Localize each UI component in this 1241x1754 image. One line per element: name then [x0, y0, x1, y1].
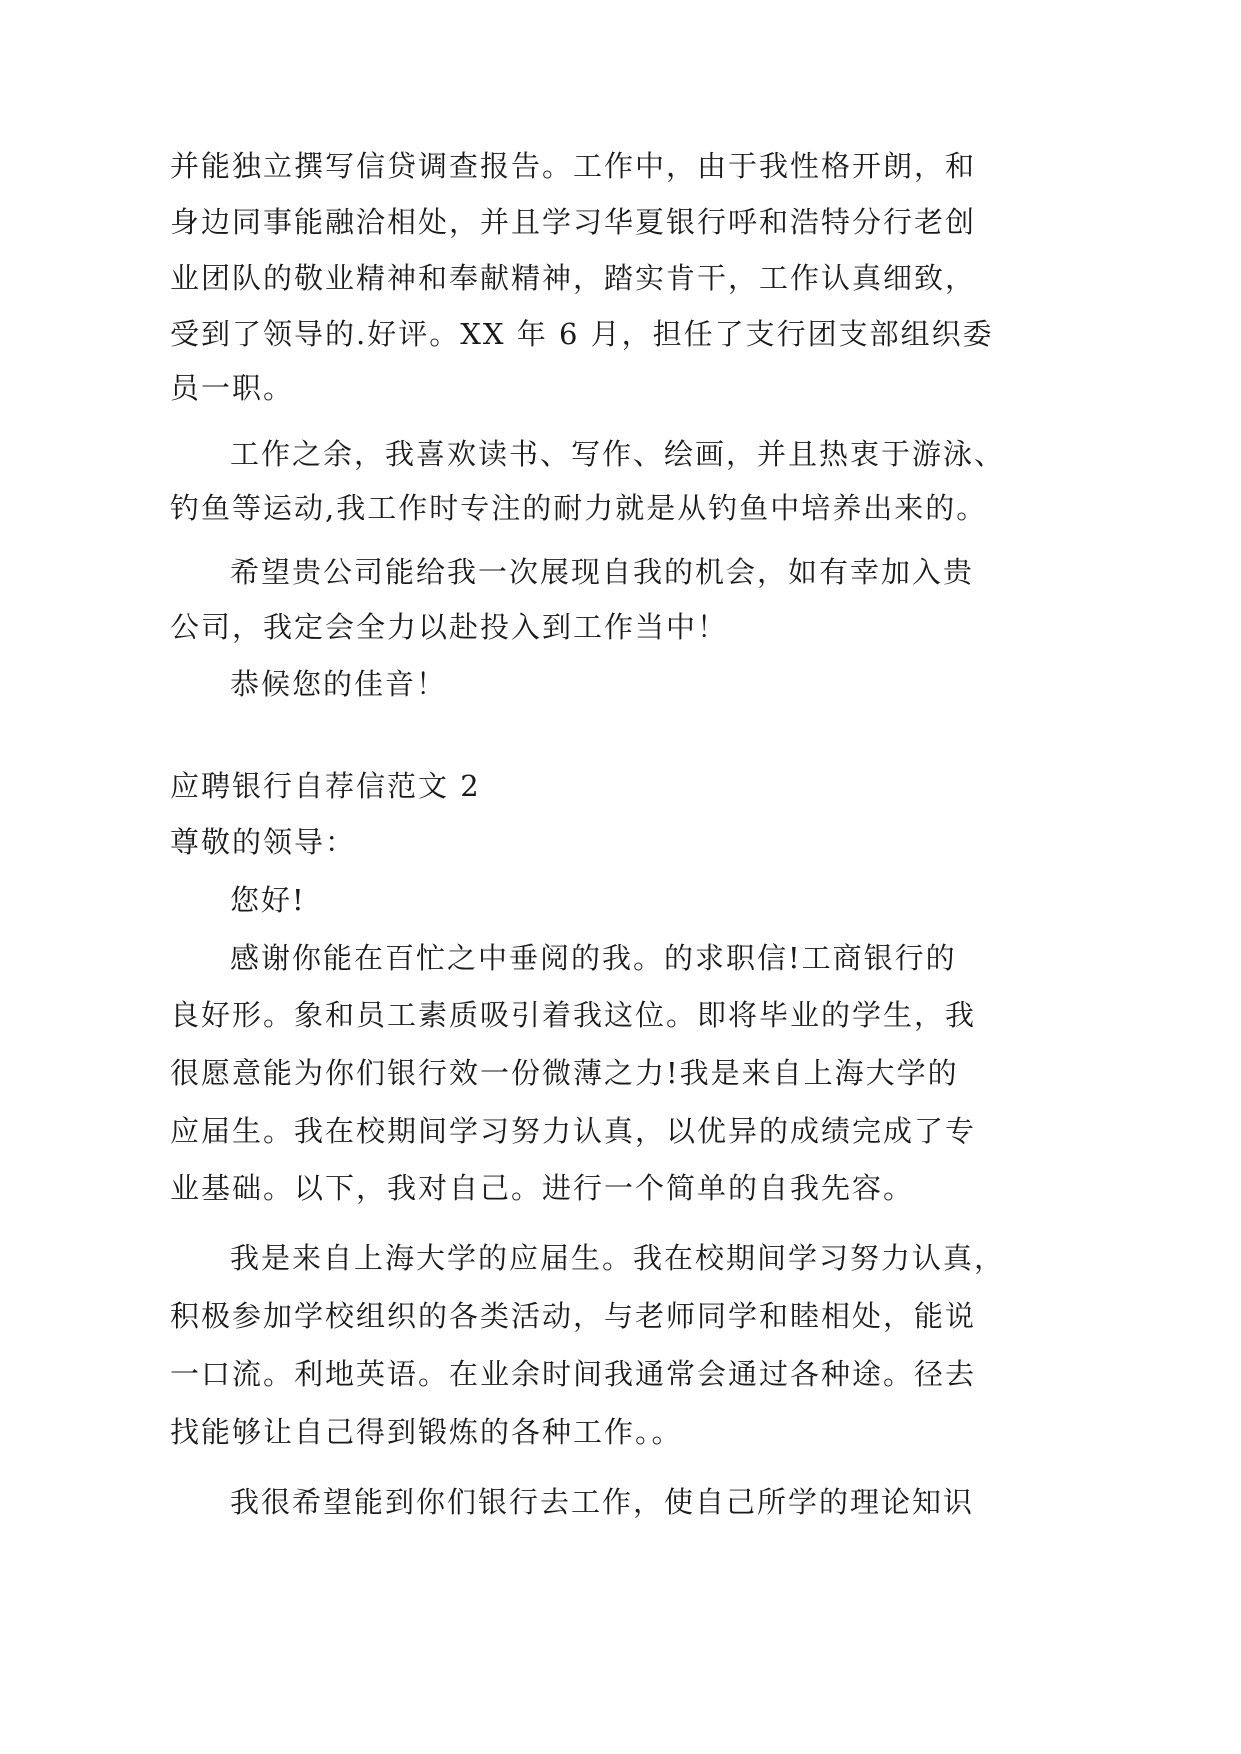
paragraph-text: 良好形。象和员工素质吸引着我这位。即将毕业的学生，我 [170, 998, 977, 1032]
paragraph-text: 业团队的敬业精神和奉献精神，踏实肯干，工作认真细致， [170, 261, 977, 295]
paragraph-text: 一口流。利地英语。在业余时间我通常会通过各种途。径去 [170, 1357, 977, 1391]
salutation-text: 尊敬的领导： [170, 825, 357, 859]
paragraph-text: 并能独立撰写信贷调查报告。工作中，由于我性格开朗，和 [170, 149, 977, 183]
paragraph-line [0, 424, 1241, 484]
paragraph-line [0, 1472, 1241, 1532]
paragraph-line [0, 136, 1241, 196]
section-title [0, 756, 1241, 816]
paragraph-line [0, 248, 1241, 308]
paragraph-line [0, 542, 1241, 602]
paragraph-line [0, 192, 1241, 252]
paragraph-line [0, 1158, 1241, 1218]
paragraph-text: 应届生。我在校期间学习努力认真，以优异的成绩完成了专 [170, 1114, 977, 1148]
paragraph-text: 找能够让自己得到锻炼的各种工作。。 [170, 1415, 683, 1449]
paragraph-text: 工作之余，我喜欢读书、写作、绘画，并且热衷于游泳、 [230, 437, 1006, 471]
paragraph-text: 业基础。以下，我对自己。进行一个简单的自我先容。 [170, 1171, 915, 1205]
section-title-text: 应聘银行自荐信范文 2 [170, 769, 481, 803]
paragraph-text: 我很希望能到你们银行去工作，使自己所学的理论知识 [230, 1485, 975, 1519]
paragraph-line [0, 1286, 1241, 1346]
closing-line [0, 654, 1241, 714]
paragraph-line [0, 1402, 1241, 1462]
paragraph-line [0, 1344, 1241, 1404]
paragraph-line [0, 985, 1241, 1045]
paragraph-text: 钓鱼等运动,我工作时专注的耐力就是从钓鱼中培养出来的。 [170, 491, 988, 525]
closing-text: 恭候您的佳音！ [230, 667, 448, 701]
paragraph-line [0, 1043, 1241, 1103]
paragraph-text: 公司，我定会全力以赴投入到工作当中！ [170, 610, 729, 644]
paragraph-line [0, 1228, 1241, 1288]
paragraph-text: 受到了领导的.好评。XX 年 6 月，担任了支行团支部组织委 [170, 317, 994, 351]
paragraph-line [0, 1101, 1241, 1161]
paragraph-line [0, 928, 1241, 988]
paragraph-line [0, 597, 1241, 657]
paragraph-text: 感谢你能在百忙之中垂阅的我。的求职信!工商银行的 [230, 941, 957, 975]
greeting-line [0, 870, 1241, 930]
salutation-line [0, 812, 1241, 872]
paragraph-text: 希望贵公司能给我一次展现自我的机会，如有幸加入贵 [230, 555, 975, 589]
paragraph-text: 我是来自上海大学的应届生。我在校期间学习努力认真， [230, 1241, 1006, 1275]
paragraph-line [0, 358, 1241, 418]
paragraph-text: 很愿意能为你们银行效一份微薄之力!我是来自上海大学的 [170, 1056, 959, 1090]
greeting-text: 您好! [230, 883, 306, 917]
paragraph-text: 身边同事能融洽相处，并且学习华夏银行呼和浩特分行老创 [170, 205, 977, 239]
paragraph-line [0, 478, 1241, 538]
paragraph-text: 员一职。 [170, 371, 295, 405]
paragraph-text: 积极参加学校组织的各类活动，与老师同学和睦相处，能说 [170, 1299, 977, 1333]
paragraph-line [0, 304, 1241, 364]
